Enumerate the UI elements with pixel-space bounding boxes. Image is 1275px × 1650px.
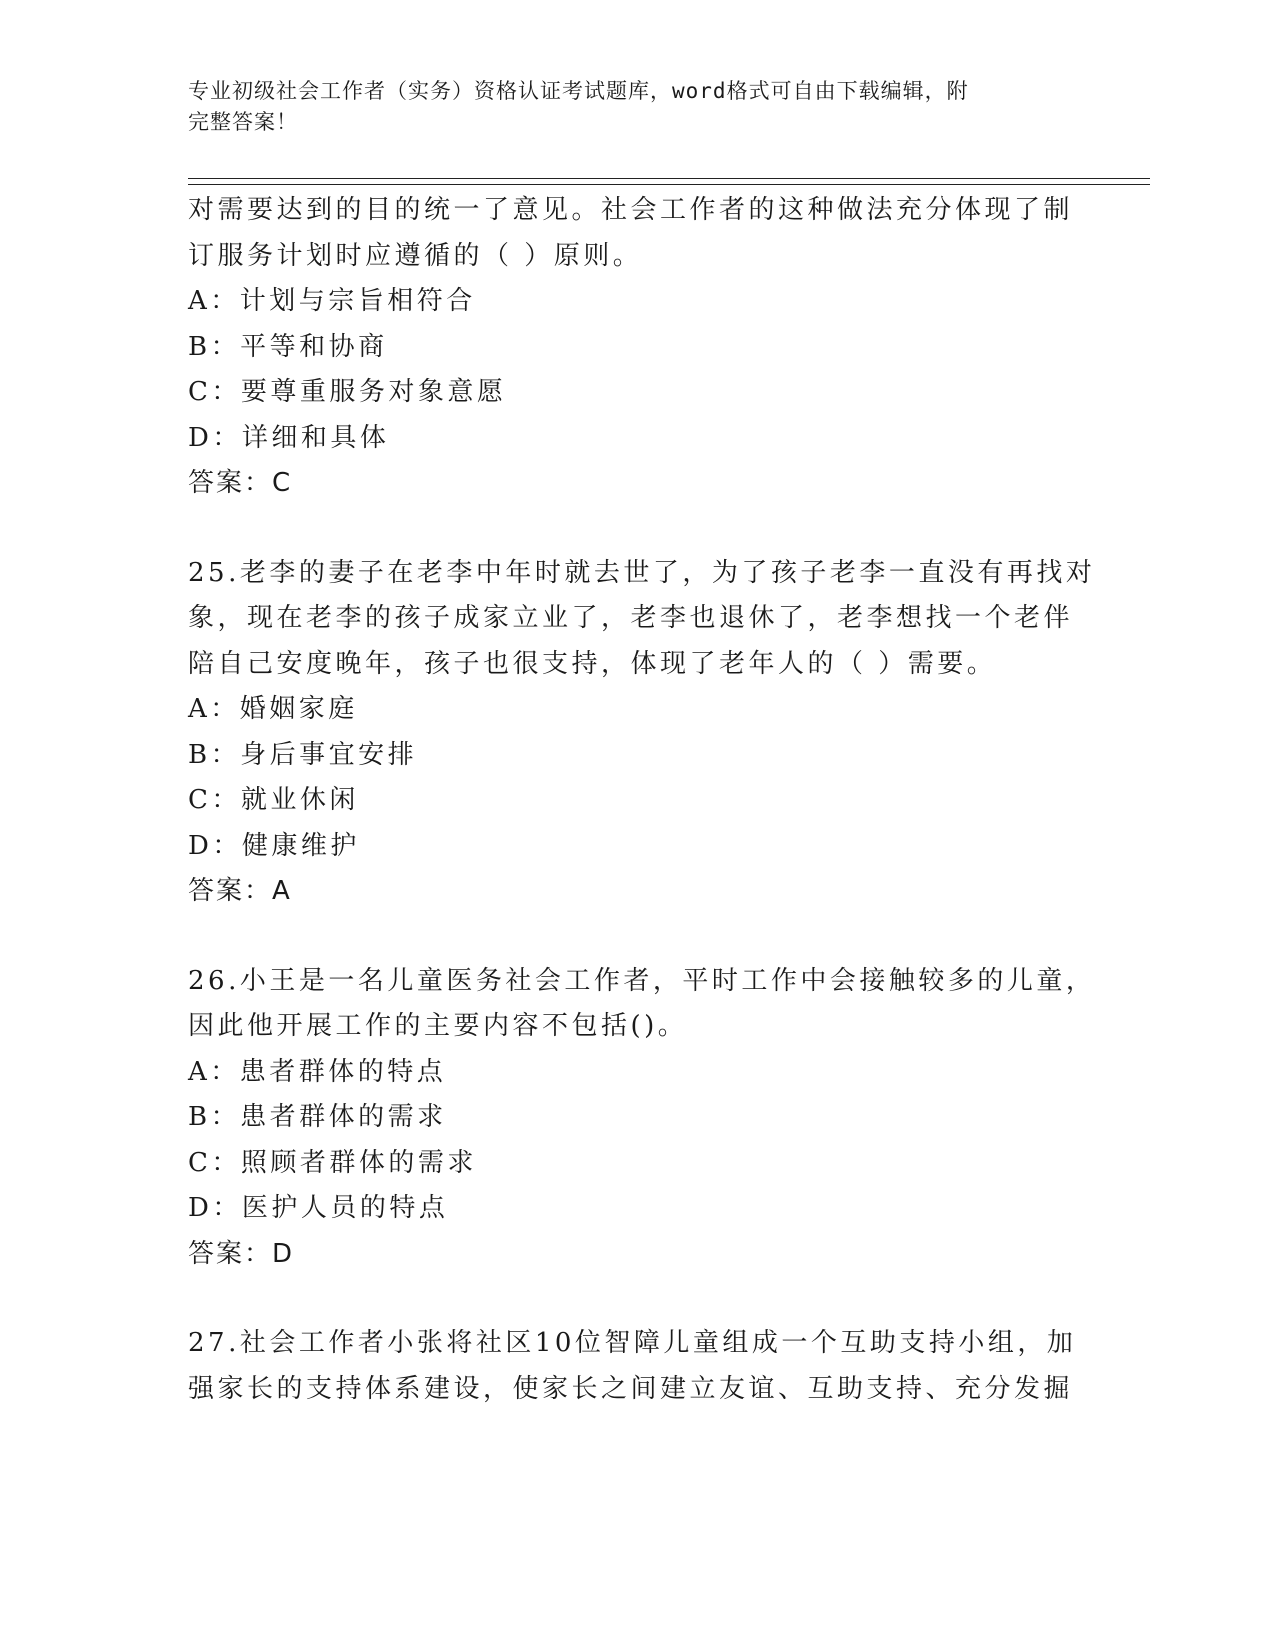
question-26 — [188, 959, 1096, 1278]
option-c: C：要尊重服务对象意愿 — [188, 377, 507, 407]
question-spacer — [188, 507, 1088, 551]
option-d: D：健康维护 — [188, 830, 360, 861]
question-24 — [188, 188, 1088, 507]
answer-line: 答案：A — [188, 876, 292, 906]
header-rule-top — [188, 178, 1150, 179]
question-stem-line: 25.老李的妻子在老李中年时就去世了，为了孩子老李一直没有再找对 — [188, 557, 1096, 588]
question-stem-line: 因此他开展工作的主要内容不包括()。 — [188, 1011, 688, 1041]
option-b: B：平等和协商 — [188, 331, 388, 362]
question-spacer — [188, 1277, 1088, 1321]
option-a: A：患者群体的特点 — [188, 1056, 447, 1087]
option-d: D：医护人员的特点 — [188, 1193, 449, 1223]
answer-line: 答案：D — [188, 1238, 295, 1269]
page-content — [188, 188, 1096, 1412]
option-c: C：照顾者群体的需求 — [188, 1147, 477, 1178]
answer-line: 答案：C — [188, 468, 293, 498]
option-b: B：患者群体的需求 — [188, 1102, 447, 1132]
question-stem-line: 对需要达到的目的统一了意见。社会工作者的这种做法充分体现了制 — [188, 195, 1074, 225]
option-c: C：就业休闲 — [188, 785, 359, 815]
page-header — [188, 76, 1068, 138]
question-stem-line: 陪自己安度晚年，孩子也很支持，体现了老年人的（ ）需要。 — [188, 648, 997, 679]
question-stem-line: 26.小王是一名儿童医务社会工作者，平时工作中会接触较多的儿童， — [188, 965, 1096, 996]
question-stem-line: 强家长的支持体系建设，使家长之间建立友谊、互助支持、充分发掘 — [188, 1373, 1074, 1404]
question-stem-line: 27.社会工作者小张将社区10位智障儿童组成一个互助支持小组，加 — [188, 1328, 1077, 1358]
option-d: D：详细和具体 — [188, 422, 390, 453]
question-25 — [188, 551, 1096, 915]
header-line-1: 专业初级社会工作者（实务）资格认证考试题库，word格式可自由下载编辑，附 — [188, 79, 969, 103]
option-a: A：婚姻家庭 — [188, 694, 358, 724]
header-line-2: 完整答案！ — [188, 110, 298, 134]
option-a: A：计划与宗旨相符合 — [188, 286, 476, 316]
question-stem-line: 订服务计划时应遵循的（ ）原则。 — [188, 240, 643, 271]
header-rule-bottom — [188, 184, 1150, 185]
option-b: B：身后事宜安排 — [188, 739, 418, 770]
question-spacer — [188, 915, 1088, 959]
question-stem-line: 象，现在老李的孩子成家立业了，老李也退休了，老李想找一个老伴 — [188, 603, 1074, 633]
question-27 — [188, 1321, 1088, 1412]
